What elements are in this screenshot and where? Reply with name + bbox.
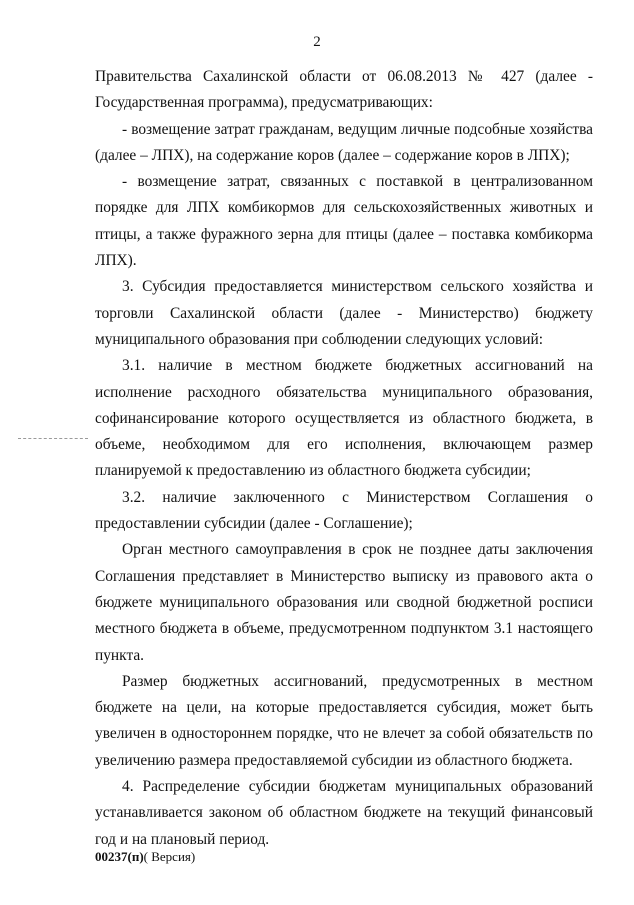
paragraph-item-4: 4. Распределение субсидии бюджетам муниципальных образований устанавливается законом об областном бюджете на текущий финансовый год и на плановый период. — [95, 778, 593, 848]
paragraph-subitem-3-2: 3.2. наличие заключенного с Министерством Соглашения о предоставлении субсидии (далее - Соглашение); — [95, 488, 593, 533]
paragraph-feed-supply: - возмещение затрат, связанных с поставкой в централизованном порядке для ЛПХ комбикормов для сельскохозяйственных животных и птицы, а также фуражного зерна для птицы (далее – поставка комбикорма ЛПХ). — [95, 173, 593, 270]
paragraph-item-3: 3. Субсидия предоставляется министерством сельского хозяйства и торговли Сахалинской области (далее - Министерство) бюджету муниципального образования при соблюдении следующих условий: — [95, 278, 593, 348]
scan-artifact-mark — [18, 438, 88, 440]
paragraph-subitem-3-1: 3.1. наличие в местном бюджете бюджетных ассигнований на исполнение расходного обязательства муниципального образования, софинансирование которого осуществляется из областного бюджета, в объеме, необходимом для его исполнения, включающем размер планируемой к предоставлению из областного бюджета субсидии; — [95, 357, 593, 480]
document-code: 00237(п) — [95, 849, 144, 864]
document-footer — [95, 849, 195, 865]
paragraph-allocation-size: Размер бюджетных ассигнований, предусмотренных в местном бюджете на цели, на которые предоставляется субсидия, может быть увеличен в одностороннем порядке, что не влечет за собой обязательств по увеличению размера предоставляемой субсидии из областного бюджета. — [95, 672, 593, 769]
page-number: 2 — [313, 34, 321, 50]
paragraph-cow-maintenance: - возмещение затрат гражданам, ведущим личные подсобные хозяйства (далее – ЛПХ), на содержание коров (далее – содержание коров в ЛПХ); — [95, 120, 593, 164]
paragraph-continuation: Правительства Сахалинской области от 06.08.2013 № 427 (далее - Государственная программа), предусматривающих: — [95, 68, 593, 112]
paragraph-local-authority: Орган местного самоуправления в срок не позднее даты заключения Соглашения представляет в Министерство выписку из правового акта о бюджете муниципального образования или сводной бюджетной росписи местного бюджета в объеме, предусмотренном подпунктом 3.1 настоящего пункта. — [95, 541, 593, 664]
document-version: ( Версия) — [143, 849, 196, 864]
document-body — [95, 64, 593, 853]
